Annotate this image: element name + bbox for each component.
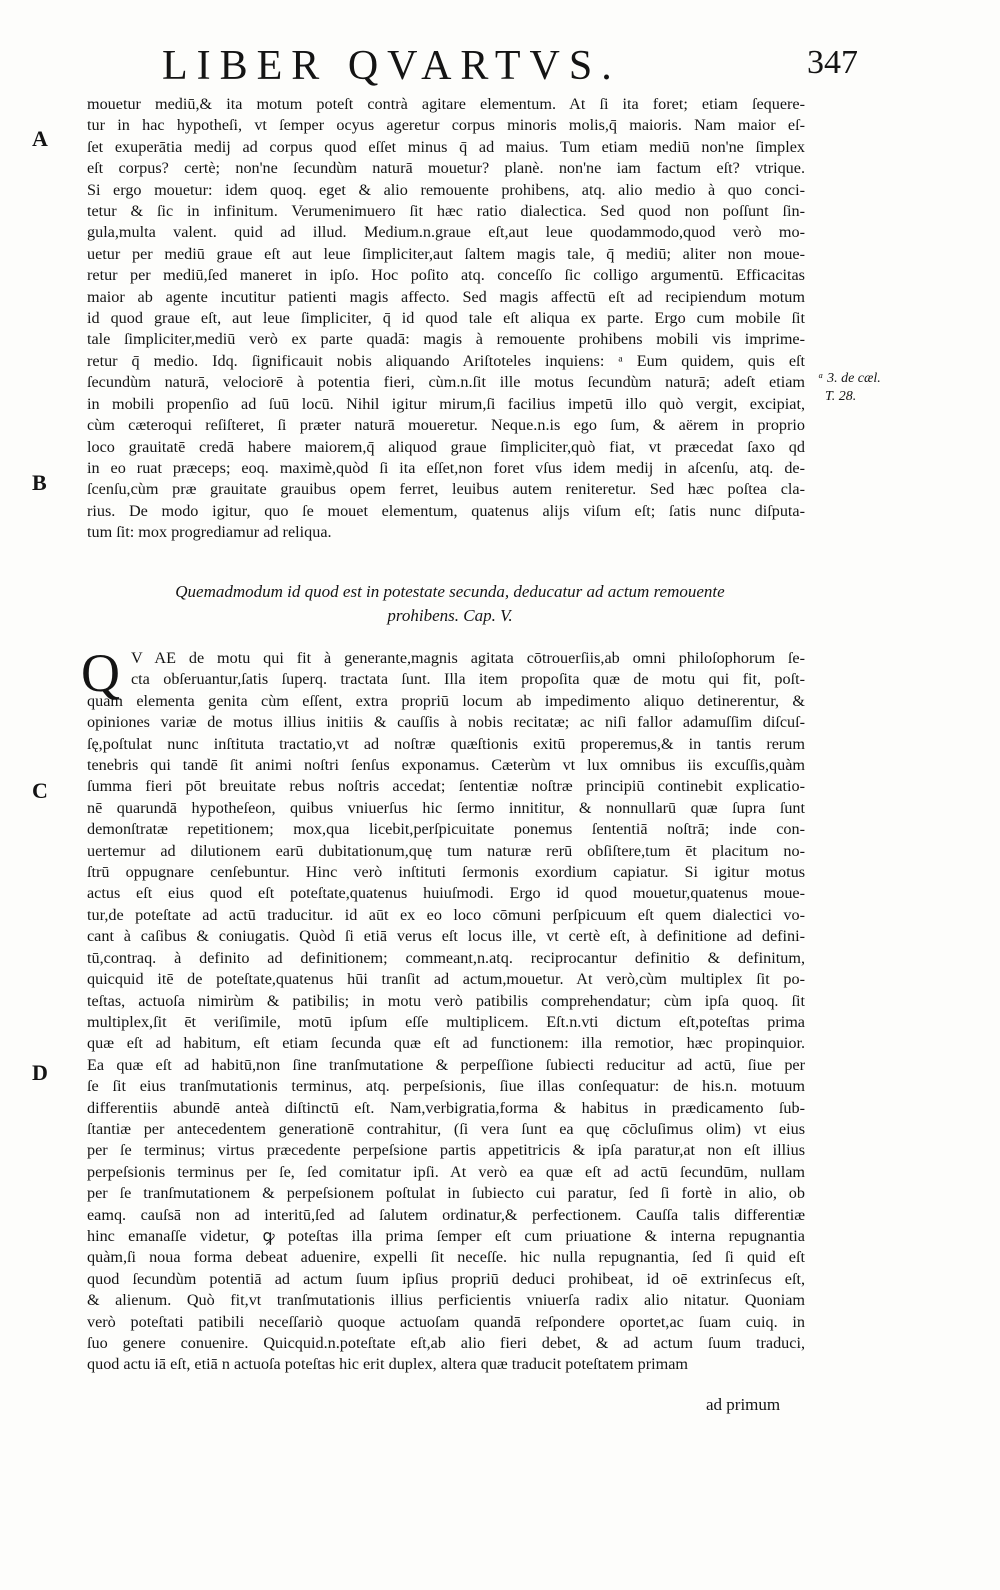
text-line: uetur per mediū graue eſt aut leue ſimpliciter,aut ſaltem magis tale, q̄ mediū; aliter non moue- (87, 244, 805, 263)
page-number: 347 (807, 44, 858, 81)
text-line: eamq. cauſsā non ad interitū,ſed ad ſalutem ordinatur,& perfectionem. Cauſſa talis differentiæ (87, 1205, 805, 1224)
text-line: in mobili propenſio ad ſuū locū. Nihil igitur mirum,ſi facilius impetū illo quò vergit, excipiat, (87, 394, 805, 413)
margin-letter-b: B (32, 470, 47, 495)
text-line: Ea quæ eſt ad habitū,non ſine tranſmutatione & perpeſſione ſubiecti reducitur ad actū, ſiue per (87, 1055, 805, 1074)
text-line: tetur & ſic in infinitum. Verumenimuero ſit hæc ratio dialectica. Sed quod non poſſunt ſin- (87, 202, 805, 221)
text-line: quam elementa genita cùm eſſent, extra propriū locum ab impedimento aliquo detinerentur, & (87, 691, 805, 710)
catchword: ad primum (706, 1395, 781, 1414)
text-line: Si ergo mouetur: idem quoq. eget & alio remouente prohibens, atq. alio medio à quo conci- (87, 180, 805, 199)
text-line: per ſe terminus; virtus præcedente perpeſsione partis appetitricis & ipſa paratur,at non eſt illius (87, 1141, 805, 1160)
text-line: cùm cæteroqui reſiſteret, ſi præter naturā moueretur. Neque.n.is ego ſum, & aërem in proprio (87, 416, 805, 435)
text-line: tenebris qui tandē ſit animi noſtri ſenſus exponamus. Cæterùm vt lux omnibus iis excuſſis,quàm (87, 756, 805, 775)
text-line: ſtrū oppugnare cenſebuntur. Hinc verò inſtituti ſermonis exordium capiatur. Si igitur motus (87, 863, 805, 882)
text-line: tū,contraq. à definito ad definitionem; commeant,n.atq. reciprocantur definitio & definitum, (87, 948, 805, 967)
text-line: actus eſt eius quod eſt poteſtate,quatenus huiuſmodi. Ergo id quod mouetur,quatenus moue- (87, 884, 805, 903)
chapter-heading (100, 580, 800, 628)
text-line: quod actu iā eſt, etiā n actuoſa poteſtas hic erit duplex, altera quæ traducit poteſtatem primam (87, 1355, 688, 1374)
text-line: opiniones variæ de motus illius initiis & cauſſis à nobis recitatæ; ac niſi fallor adamuſſim diſcuſ- (87, 713, 805, 732)
text-line: uertemur ad dilutionem earū dubitationum,quę tum naturæ rerū obſiſtere,tum ēt placitum no- (87, 841, 805, 860)
drop-cap: Q (81, 643, 120, 703)
text-line: differentiis abundē anteà diſtinctū eſt. Nam,verbigratia,forma & habitus in prædicamento ſub- (87, 1098, 805, 1117)
text-line: ſumma fieri pōt breuitate rebus noſtris accedat; ſententiæ noſtræ principiū continebit explicatio- (87, 777, 805, 796)
running-title: LIBER QVARTVS. (162, 43, 621, 89)
text-line: ſe ſit eius tranſmutationis terminus, atq. perpeſsionis, ſiue illas conſequatur: de his.n. motuum (87, 1077, 805, 1096)
text-line: multiplex,ſit ēt veriſimile, motū ipſum eſſe multiplicem. Eſt.n.vti dictum eſt,poteſtas prima (87, 1012, 805, 1031)
text-line: retur per mediū,ſed maneret in ipſo. Hoc poſito atq. conceſſo ſic colligo argumentū. Efficacitas (87, 266, 805, 285)
text-block-2 (81, 643, 805, 1376)
text-line: ſecundùm naturā, velociorē à potentia fieri, cùm.n.ſit ille motus ſecundùm naturā; adeſt etiam (87, 373, 805, 392)
margin-letter-a: A (32, 126, 48, 151)
text-line: tur,de poteſtate ad actū traducitur. id aūt ex eo loco cōmuni perſpicuum eſt quem dialectici vo- (87, 905, 805, 924)
text-line: quicquid itē de poteſtate,quatenus hūi tranſit ad actum,mouetur. At verò,cùm multiplex ſit po- (87, 970, 805, 989)
text-line: tum ſit: mox progrediamur ad reliqua. (87, 523, 332, 542)
text-line: retur q̄ medio. Idq. ſignificauit nobis aliquando Ariſtoteles inquiens: ᵃ Eum quidem, quis eſt (87, 351, 805, 370)
text-line: per ſe tranſmutationem & perpeſsionem poſtulat in ſubiecto cui paratur, ſed ſi fortè in alio, ob (87, 1184, 805, 1203)
text-line: tale ſimpliciter,mediū verò ex parte quadā: magis à remouente prohibens mobili vis imprime- (87, 330, 805, 349)
text-line: quod ſecundùm potentiā ad actum ſuum ipſius propriū deduci prohibeat, id oē extrinſecus eſt, (87, 1269, 805, 1288)
text-line: maior ab agente incutitur patienti magis affecto. Sed magis affectū eſt ad recipiendum motum (87, 287, 805, 306)
text-line: hinc emanaſſe videtur, ꝙ poteſtas illa prima ſemper eſt cum priuatione & interna repugnantia (87, 1226, 805, 1245)
text-line: perpeſsionis terminus per ſe, ſed comitatur ipſi. At verò ea quæ eſt ad actū ſecundūm, nullam (87, 1162, 805, 1181)
text-line: eſt corpus? certè; non'ne ſecundùm naturā mouetur? planè. non'ne iam factum eſt? vtrique. (87, 159, 805, 178)
chapter-heading-line: Quemadmodum id quod est in potestate secunda, deducatur ad actum remouente (175, 582, 725, 601)
chapter-heading-line: prohibens. Cap. V. (387, 606, 513, 625)
running-head (110, 40, 858, 100)
text-line: ſę,poſtulat nunc inſtituta tractatio,vt ad noſtræ quæſtionis exitū properemus,& in tantis rerum (87, 734, 805, 753)
text-line: & alienum. Quò fit,vt tranſmutationis illius perficientis vniuerſa radix alio nitatur. Quoniam (87, 1291, 805, 1310)
text-line: tur in hac hypotheſi, vt ſemper ocyus ageretur corpus minoris molis,q̄ maioris. Nam maior eſ- (87, 116, 805, 135)
text-line: cant à caſibus & coniugatis. Quòd ſi etiā verus eſt locus ille, vt certè eſt, à definitione ad defini- (87, 927, 805, 946)
text-line: ſcenſu,cùm præ grauitate grauibus opem ferret, leuibus autem reniteretur. Sed hæc poſtea cla- (87, 480, 805, 499)
margin-letter-c: C (32, 778, 48, 803)
text-line: verò poteſtati patibili neceſſariò quoque actuoſam quandā reſpondere oportet,ac ſuam cuiq. in (87, 1312, 805, 1331)
text-line: cta obſeruantur,ſatis ſuperq. tractata ſunt. Illa item propoſita quæ de motu qui fit, poſt- (131, 670, 805, 689)
text-line: gula,multa valent. quid ad illud. Medium.n.graue eſt,aut leue quodammodo,quod verò mo- (87, 223, 805, 242)
margin-note: ᵃ 3. de cæl. T. 28. (818, 371, 881, 404)
text-block-1 (87, 94, 805, 544)
text-line: in eo ruat præceps; eoq. maximè,quòd ſi ita eſſet,non foret vſus idem medij in aſcenſu, atq. de- (87, 458, 805, 477)
text-line: V AE de motu qui fit à generante,magnis agitata cōtrouerſiis,ab omni philoſophorum ſe- (131, 649, 805, 667)
text-line: mouetur mediū,& ita motum poteſt contrà agitare elementum. At ſi ita foret; etiam ſequere- (87, 95, 805, 113)
text-line: id quod graue eſt, aut leue ſimpliciter, q̄ id quod tale eſt aliqua ex parte. Ergo cum mobile ſit (87, 309, 805, 328)
margin-letter-d: D (32, 1060, 48, 1085)
text-line: rius. De modo igitur, quo ſe mouet elementum, quatenus alijs viſum eſt; ſatis nunc diſputa- (87, 501, 805, 520)
text-line: ſet exuperātia medij ad corpus quod eſſet minus q̄ ad maius. Tum etiam mediū non'ne ſimplex (87, 137, 805, 156)
text-line: quæ eſt ad habitum, eſt etiam ſecunda quæ eſt ad functionem: illa remotior, hæc propinquior. (87, 1034, 805, 1053)
text-line: teſtas, actuoſa nimirùm & patibilis; in motu verò patibilis comprehendatur; cùm ipſa quoq. ſit (87, 991, 805, 1010)
text-line: loco grauitatē credā habere maiorem,q̄ aliquod graue ſimpliciter,quò fiat, vt præcedat ſaxo qd (87, 437, 805, 456)
text-line: ſtantiæ per antecedentem generationē contrahitur, (ſi vera ſunt ea quę cōcluſimus olim) vt eius (87, 1119, 805, 1138)
text-line: quàm,ſi noua forma debeat aduenire, expelli ſit neceſſe. hic nulla repugnantia, ſed ſi quid eſt (87, 1248, 805, 1267)
text-line: nē quarundā hypotheſeon, quibus vniuerſus hic ſermo innititur, & nonnullarū quæ ſupra ſunt (87, 798, 805, 817)
text-line: demonſtratæ repetitionem; mox,qua licebit,perſpicuitate ponemus ſententiā noſtrā; inde con- (87, 820, 805, 839)
text-line: ſuo genere conuenire. Quicquid.n.poteſtate eſt,ab alio fieri debet, & ad actum ſuum traduci, (87, 1334, 805, 1352)
